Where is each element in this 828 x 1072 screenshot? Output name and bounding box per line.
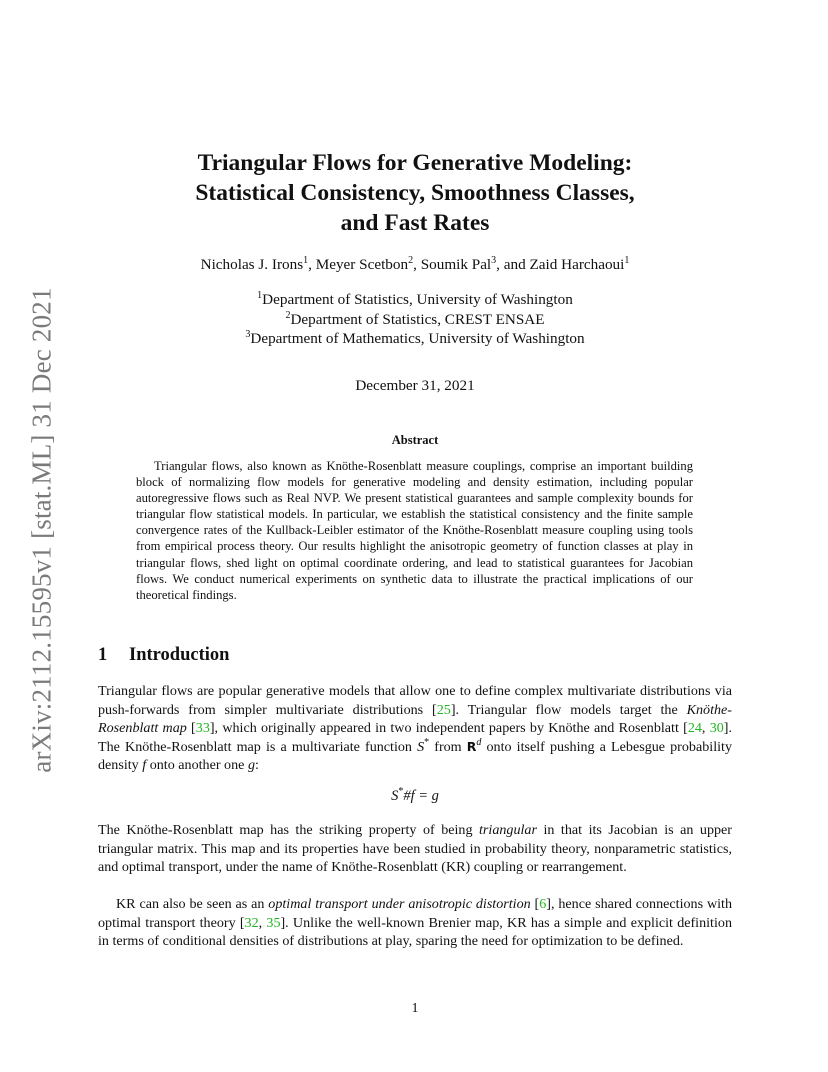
author-separator: , and — [496, 256, 530, 273]
citation-link[interactable]: 24 — [687, 720, 702, 737]
title-line: Triangular Flows for Generative Modeling: — [197, 150, 633, 176]
math-symbol: R — [466, 738, 477, 754]
affiliation-number: 2 — [285, 309, 291, 321]
affiliation-text: Department of Mathematics, University of Washington — [250, 330, 585, 347]
text-run: ]. Unlike the well-known Brenier map, KR has a simple and explicit definition in terms of conditional densities of distributions at play, sparing the need for optimization to be defined. — [98, 914, 732, 950]
affiliation-list — [100, 290, 730, 349]
display-equation — [100, 788, 730, 805]
citation-link[interactable]: 33 — [195, 720, 210, 737]
abstract-text: Triangular flows, also known as Knöthe-Rosenblatt measure couplings, comprise an important building block of normalizing flow models for generative modeling and density estimation, including popular autoregressive flows such as Real NVP. We present statistical guarantees and sample complexity bounds for triangular flow statistical models. In particular, we establish the statistical consistency and the finite sample convergence rates of the Kullback-Leibler estimator of the Knöthe-Rosenblatt measure coupling using tools from empirical process theory. Our results highlight the anisotropic geometry of function classes at play in triangular flows, shed light on optimal coordinate ordering, and lead to statistical guarantees for Jacobian flows. We conduct numerical experiments on synthetic data to illustrate the practical implications of our theoretical findings. — [136, 459, 693, 602]
title-line: Statistical Consistency, Smoothness Classes, — [195, 180, 635, 206]
text-run: onto itself pushing a Lebesgue probability density — [98, 738, 732, 774]
author-name: Soumik Pal — [420, 256, 492, 273]
emphasis-text: Knöthe-Rosenblatt map — [98, 701, 732, 737]
text-run: , — [258, 914, 267, 931]
author-list — [100, 256, 730, 274]
paper-date: December 31, 2021 — [355, 377, 475, 394]
author-name: Nicholas J. Irons — [200, 256, 304, 273]
abstract-heading: Abstract — [391, 433, 439, 447]
author-affiliation-mark: 1 — [624, 255, 630, 266]
author-affiliation-mark: 3 — [491, 255, 497, 266]
affiliation-number: 3 — [245, 329, 251, 340]
citation-link[interactable]: 6 — [539, 896, 547, 912]
author-name: Zaid Harchaoui — [529, 256, 625, 273]
text-run: KR can also be seen as an — [116, 896, 269, 912]
arxiv-identifier: arXiv:2112.15595v1 [stat.ML] 31 Dec 2021 — [26, 287, 57, 773]
math-symbol: g — [247, 757, 255, 774]
equation-lhs: S — [391, 788, 399, 804]
text-run: The Knöthe-Rosenblatt map has the striking property of being — [98, 822, 480, 838]
text-run: onto another one — [146, 757, 248, 774]
text-run: Triangular flows are popular generative models that allow one to define complex multivariate distributions via push-forwards from simpler multivariate distributions [ — [98, 683, 732, 718]
equation-superscript: * — [398, 786, 404, 797]
text-run: , — [701, 720, 710, 737]
page-number: 1 — [411, 1001, 419, 1016]
title-line: and Fast Rates — [340, 210, 490, 236]
emphasis-text: triangular — [479, 822, 537, 838]
text-run: from — [429, 738, 467, 755]
paper-title — [120, 148, 710, 238]
text-run: ], hence shared connections with optimal transport theory [ — [98, 896, 732, 931]
text-run: [ — [186, 720, 196, 737]
text-run: ], which originally appeared in two independent papers by Knöthe and Rosenblatt [ — [209, 720, 688, 737]
text-run: [ — [530, 896, 540, 912]
citation-link[interactable]: 35 — [266, 914, 281, 931]
text-run: in that its Jacobian is an upper triangular matrix. This map and its properties have been studied in probability theory, nonparametric statistics, and optimal transport, under the name of Knöthe-Rosenblatt (KR) coupling or rearrangement. — [98, 822, 732, 876]
author-affiliation-mark: 1 — [303, 255, 309, 266]
intro-paragraph-2 — [98, 821, 732, 877]
text-run: ]. Triangular flow models target the — [450, 701, 687, 718]
author-affiliation-mark: 2 — [408, 255, 414, 266]
affiliation-text: Department of Statistics, University of Washington — [262, 291, 573, 308]
author-separator: , — [413, 256, 421, 273]
math-superscript: * — [424, 736, 430, 748]
affiliation-text: Department of Statistics, CREST ENSAE — [290, 310, 545, 328]
citation-link[interactable]: 32 — [244, 914, 259, 931]
section-heading — [98, 645, 229, 666]
citation-link[interactable]: 30 — [709, 720, 724, 737]
section-number: 1 — [98, 645, 108, 665]
emphasis-text: optimal transport under anisotropic distortion — [268, 896, 531, 912]
equation-rhs: #f = g — [403, 788, 439, 804]
abstract-body — [136, 458, 693, 603]
intro-paragraph-3 — [98, 895, 732, 951]
text-run: ]. The Knöthe-Rosenblatt map is a multivariate function — [98, 720, 733, 755]
affiliation — [100, 290, 730, 310]
math-superscript: d — [476, 736, 482, 748]
citation-link[interactable]: 25 — [436, 701, 451, 718]
text-run: : — [254, 757, 259, 774]
intro-paragraph-1 — [98, 682, 732, 775]
arxiv-sidebar — [20, 280, 64, 780]
math-symbol: f — [142, 757, 147, 774]
affiliation — [100, 329, 730, 349]
affiliation-number: 1 — [257, 290, 263, 301]
author-name: Meyer Scetbon — [315, 256, 409, 273]
section-title: Introduction — [129, 645, 230, 665]
affiliation — [100, 310, 730, 330]
math-symbol: S — [417, 738, 425, 755]
author-separator: , — [308, 256, 316, 273]
